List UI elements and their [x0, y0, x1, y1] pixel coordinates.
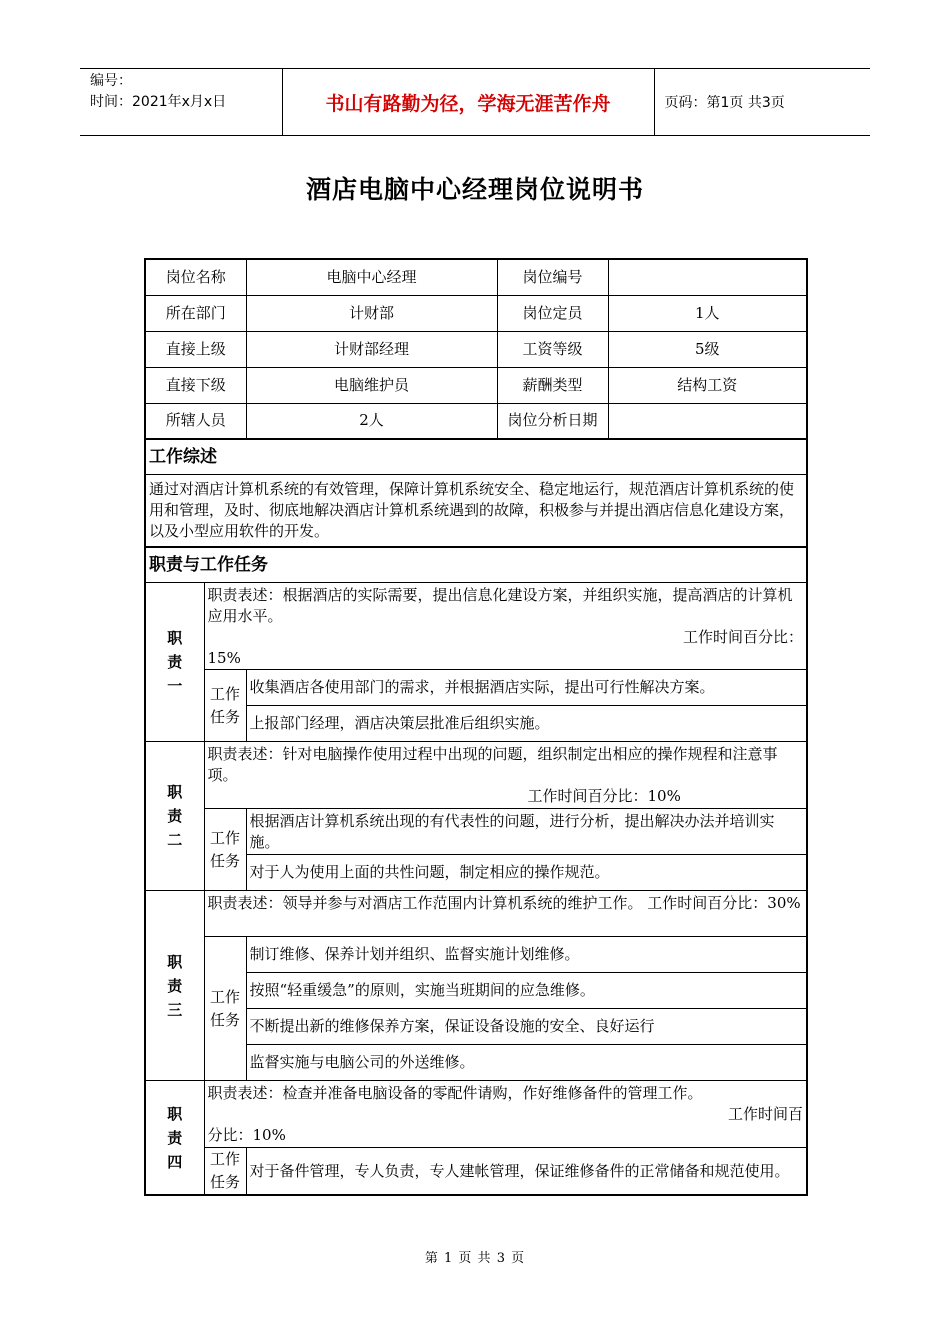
- duty-percent-label: 工作时间百: [728, 1105, 804, 1123]
- duty-description: [204, 1081, 807, 1148]
- duty-percent-label: 工作时间百分比：10%: [527, 787, 681, 805]
- info-value: 电脑维护员: [246, 367, 497, 403]
- page-footer: 第 1 页 共 3 页: [424, 1251, 526, 1266]
- info-label: 直接下级: [145, 367, 246, 403]
- info-label: 岗位定员: [497, 295, 608, 331]
- duty-description-text: 职责表述：根据酒店的实际需要，提出信息化建设方案，并组织实施，提高酒店的计算机应用水平。: [207, 586, 793, 625]
- info-label: 所在部门: [145, 295, 246, 331]
- duty-percent-value: 15%: [207, 649, 241, 667]
- header-number: 编号：: [90, 73, 132, 89]
- duty-description-text: 职责表述：检查并准备电脑设备的零配件请购，作好维修备件的管理工作。: [207, 1084, 703, 1102]
- duty-description: [204, 583, 807, 670]
- info-label: 岗位分析日期: [497, 403, 608, 439]
- info-value: 结构工资: [608, 367, 807, 403]
- info-label: 岗位名称: [145, 259, 246, 295]
- task-label: [204, 670, 246, 742]
- info-label: 直接上级: [145, 331, 246, 367]
- info-value: [608, 403, 807, 439]
- header-time: 时间：2021年x月x日: [90, 94, 227, 110]
- page-title: 酒店电脑中心经理岗位说明书: [305, 175, 644, 204]
- info-value: 电脑中心经理: [246, 259, 497, 295]
- job-description-table: [144, 258, 808, 1196]
- duty-label: [145, 1081, 204, 1196]
- duty-description-text: 职责表述：针对电脑操作使用过程中出现的问题，组织制定出相应的操作规程和注意事项。: [207, 745, 778, 784]
- duty-label-text: 职责二: [167, 783, 183, 849]
- duty-label-text: 职责一: [167, 629, 183, 695]
- task-label-text: 工作任务: [210, 828, 241, 870]
- task-item: 监督实施与电脑公司的外送维修。: [246, 1045, 807, 1081]
- task-item: 上报部门经理，酒店决策层批准后组织实施。: [246, 706, 807, 742]
- task-item: 根据酒店计算机系统出现的有代表性的问题，进行分析，提出解决办法并培训实施。: [246, 809, 807, 855]
- task-item: 制订维修、保养计划并组织、监督实施计划维修。: [246, 937, 807, 973]
- header-slogan: 书山有路勤为径，学海无涯苦作舟: [282, 69, 654, 136]
- header-meta: [80, 69, 282, 136]
- task-item: 对于备件管理，专人负责，专人建帐管理，保证维修备件的正常储备和规范使用。: [246, 1148, 807, 1196]
- info-label: 岗位编号: [497, 259, 608, 295]
- duty-label-text: 职责三: [167, 952, 183, 1019]
- info-label: 工资等级: [497, 331, 608, 367]
- summary-heading: 工作综述: [145, 439, 807, 475]
- header-page: 页码：第1页 共3页: [654, 69, 870, 136]
- duty-percent-value: 分比：10%: [207, 1126, 286, 1144]
- task-label-text: 工作任务: [210, 684, 241, 726]
- info-row: [145, 295, 807, 331]
- info-value: 1人: [608, 295, 807, 331]
- info-row: [145, 403, 807, 439]
- task-label-text: 工作任务: [210, 987, 241, 1029]
- duties-heading: 职责与工作任务: [145, 547, 807, 583]
- duty-description: 职责表述：领导并参与对酒店工作范围内计算机系统的维护工作。 工作时间百分比：30%: [204, 891, 807, 937]
- duty-label: [145, 583, 204, 742]
- task-label: [204, 937, 246, 1081]
- task-item: 对于人为使用上面的共性问题，制定相应的操作规范。: [246, 855, 807, 891]
- duty-percent-label: 工作时间百分比：: [683, 628, 804, 646]
- info-value: [608, 259, 807, 295]
- info-value: 计财部经理: [246, 331, 497, 367]
- duty-description: [204, 742, 807, 809]
- info-row: [145, 367, 807, 403]
- task-label-text: 工作任务: [210, 1150, 241, 1191]
- info-value: 2人: [246, 403, 497, 439]
- task-item: 按照“轻重缓急”的原则，实施当班期间的应急维修。: [246, 973, 807, 1009]
- duty-label: [145, 891, 204, 1081]
- task-label: [204, 1148, 246, 1196]
- duty-label: [145, 742, 204, 891]
- task-item: 不断提出新的维修保养方案，保证设备设施的安全、良好运行: [246, 1009, 807, 1045]
- info-row: [145, 331, 807, 367]
- duty-label-text: 职责四: [167, 1104, 183, 1171]
- task-item: 收集酒店各使用部门的需求，并根据酒店实际，提出可行性解决方案。: [246, 670, 807, 706]
- summary-text: 通过对酒店计算机系统的有效管理，保障计算机系统安全、稳定地运行，规范酒店计算机系统的使用和管理，及时、彻底地解决酒店计算机系统遇到的故障，积极参与并提出酒店信息化建设方案，以及小型应用软件的开发。: [145, 475, 807, 548]
- info-label: 所辖人员: [145, 403, 246, 439]
- page-header: [80, 68, 870, 136]
- info-label: 薪酬类型: [497, 367, 608, 403]
- info-row: [145, 259, 807, 295]
- task-label: [204, 809, 246, 891]
- info-value: 计财部: [246, 295, 497, 331]
- info-value: 5级: [608, 331, 807, 367]
